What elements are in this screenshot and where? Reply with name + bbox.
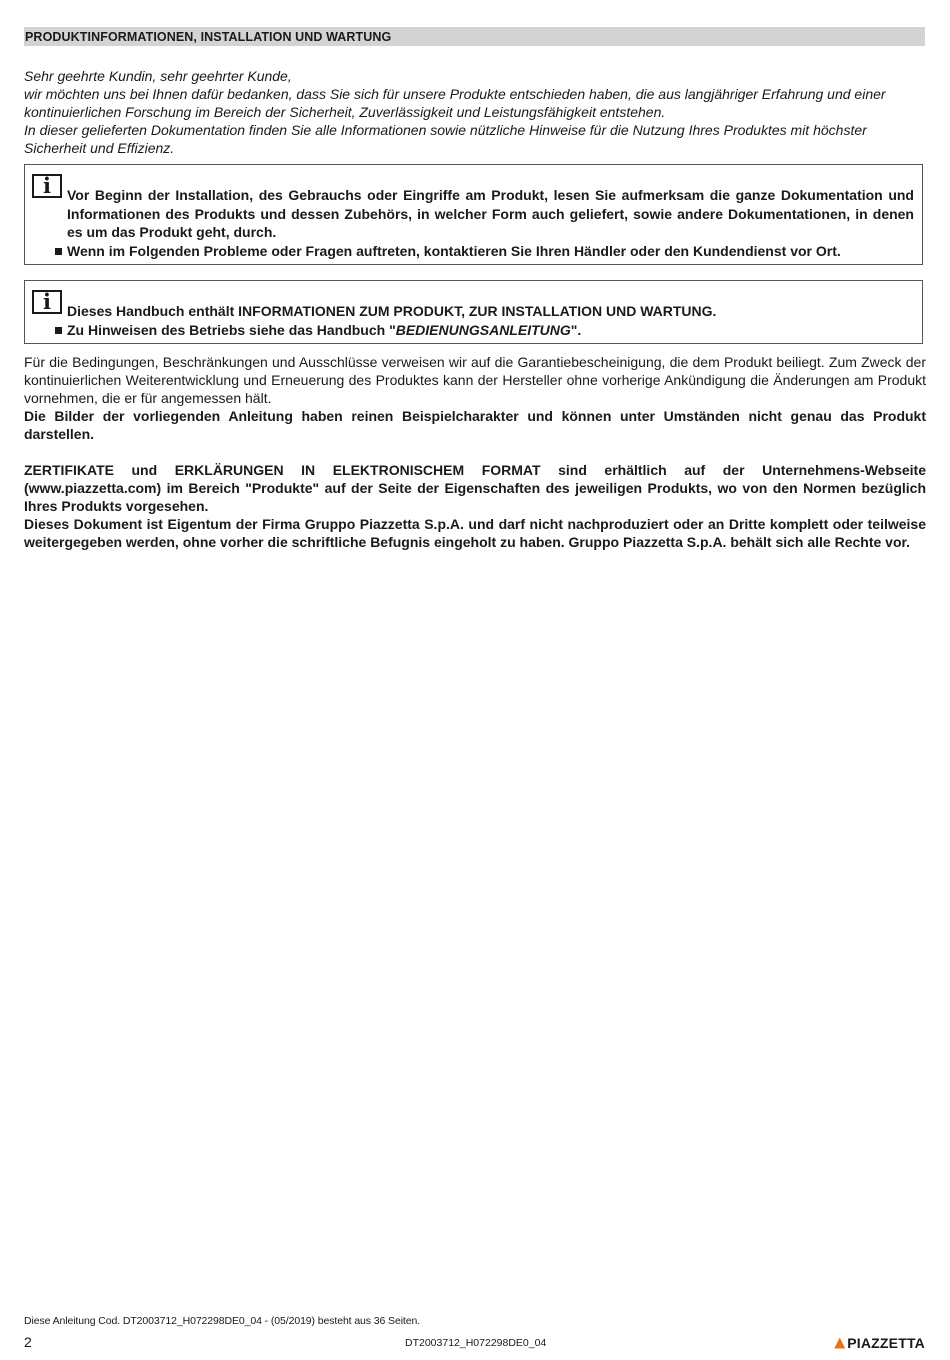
info-icon: i	[32, 290, 62, 314]
info-box-paragraph: Vor Beginn der Installation, des Gebrauchs oder Eingriffe am Produkt, lesen Sie aufmerksam die ganze Dokumentation und Informationen des Produkts und dessen Zubehörs, in welcher Form auch geliefert, sowie andere Dokumentationen, in denen es um das Produkt geht, durch.	[67, 187, 914, 240]
footer-note: Diese Anleitung Cod. DT2003712_H072298DE0_04 - (05/2019) besteht aus 36 Seiten.	[24, 1315, 421, 1327]
info-box-bullet	[67, 321, 914, 340]
info-box-bullet	[67, 242, 914, 261]
info-box-text	[67, 302, 914, 339]
intro-text	[24, 67, 926, 157]
bullet-text: Wenn im Folgenden Probleme oder Fragen auftreten, kontaktieren Sie Ihren Händler oder den Kundendienst vor Ort.	[67, 242, 841, 259]
bullet-square-icon	[55, 248, 62, 255]
body-text	[24, 353, 926, 551]
manual-title: BEDIENUNGSANLEITUNG	[395, 321, 571, 338]
copyright-paragraph: Dieses Dokument ist Eigentum der Firma Gruppo Piazzetta S.p.A. und darf nicht nachproduziert oder an Dritte komplett oder teilweise weitergegeben werden, ohne vorher die schriftliche Befugnis eingeholt zu haben. Gruppo Piazzetta S.p.A. behält sich alle Rechte vor.	[24, 516, 926, 550]
brand-logo	[834, 1335, 925, 1351]
bullet-text-prefix: Zu Hinweisen des Betriebs siehe das Handbuch "	[67, 321, 396, 338]
info-box-paragraph: Dieses Handbuch enthält INFORMATIONEN ZUM PRODUKT, ZUR INSTALLATION UND WARTUNG.	[67, 303, 717, 319]
certificates-paragraph: ZERTIFIKATE und ERKLÄRUNGEN IN ELEKTRONISCHEM FORMAT sind erhältlich auf der Unternehmens-Webseite (www.piazzetta.com) im Bereich "Produkte" auf der Seite der Eigenschaften des jeweiligen Produkts, wo von den Normen bezüglich Ihres Produkts vorgesehen.	[24, 462, 926, 514]
warranty-paragraph: Für die Bedingungen, Beschränkungen und Ausschlüsse verweisen wir auf die Garantiebescheinigung, die dem Produkt beiliegt. Zum Zweck der kontinuierlichen Weiterentwicklung und Erneuerung des Produktes kann der Hersteller ohne vorherige Ankündigung die Änderungen am Produkt vornehmen, die er für angemessen hält.	[24, 354, 926, 406]
info-box-text	[67, 186, 914, 260]
logo-mark-icon	[834, 1338, 845, 1349]
info-box-documentation	[24, 164, 923, 265]
images-disclaimer: Die Bilder der vorliegenden Anleitung haben reinen Beispielcharakter und können unter Umständen nicht genau das Produkt darstellen.	[24, 408, 926, 442]
bullet-text-suffix: ".	[570, 321, 582, 338]
intro-paragraph-2: In dieser gelieferten Dokumentation finden Sie alle Informationen sowie nützliche Hinweise für die Nutzung Ihres Produktes mit höchster Sicherheit und Effizienz.	[24, 122, 867, 156]
logo-text: PIAZZETTA	[847, 1335, 925, 1351]
intro-paragraph-1: wir möchten uns bei Ihnen dafür bedanken, dass Sie sich für unsere Produkte entschieden haben, die aus langjähriger Erfahrung und einer kontinuierlichen Forschung im Bereich der Sicherheit, Zuverlässigkeit und Leistungsfähigkeit entstehen.	[24, 86, 886, 120]
info-box-manual	[24, 280, 923, 344]
footer-doc-code: DT2003712_H072298DE0_04	[405, 1337, 547, 1349]
page-number: 2	[24, 1334, 32, 1350]
greeting: Sehr geehrte Kundin, sehr geehrter Kunde,	[24, 68, 292, 84]
section-header: PRODUKTINFORMATIONEN, INSTALLATION UND WARTUNG	[24, 27, 925, 46]
bullet-square-icon	[55, 327, 62, 334]
info-icon: i	[32, 174, 62, 198]
